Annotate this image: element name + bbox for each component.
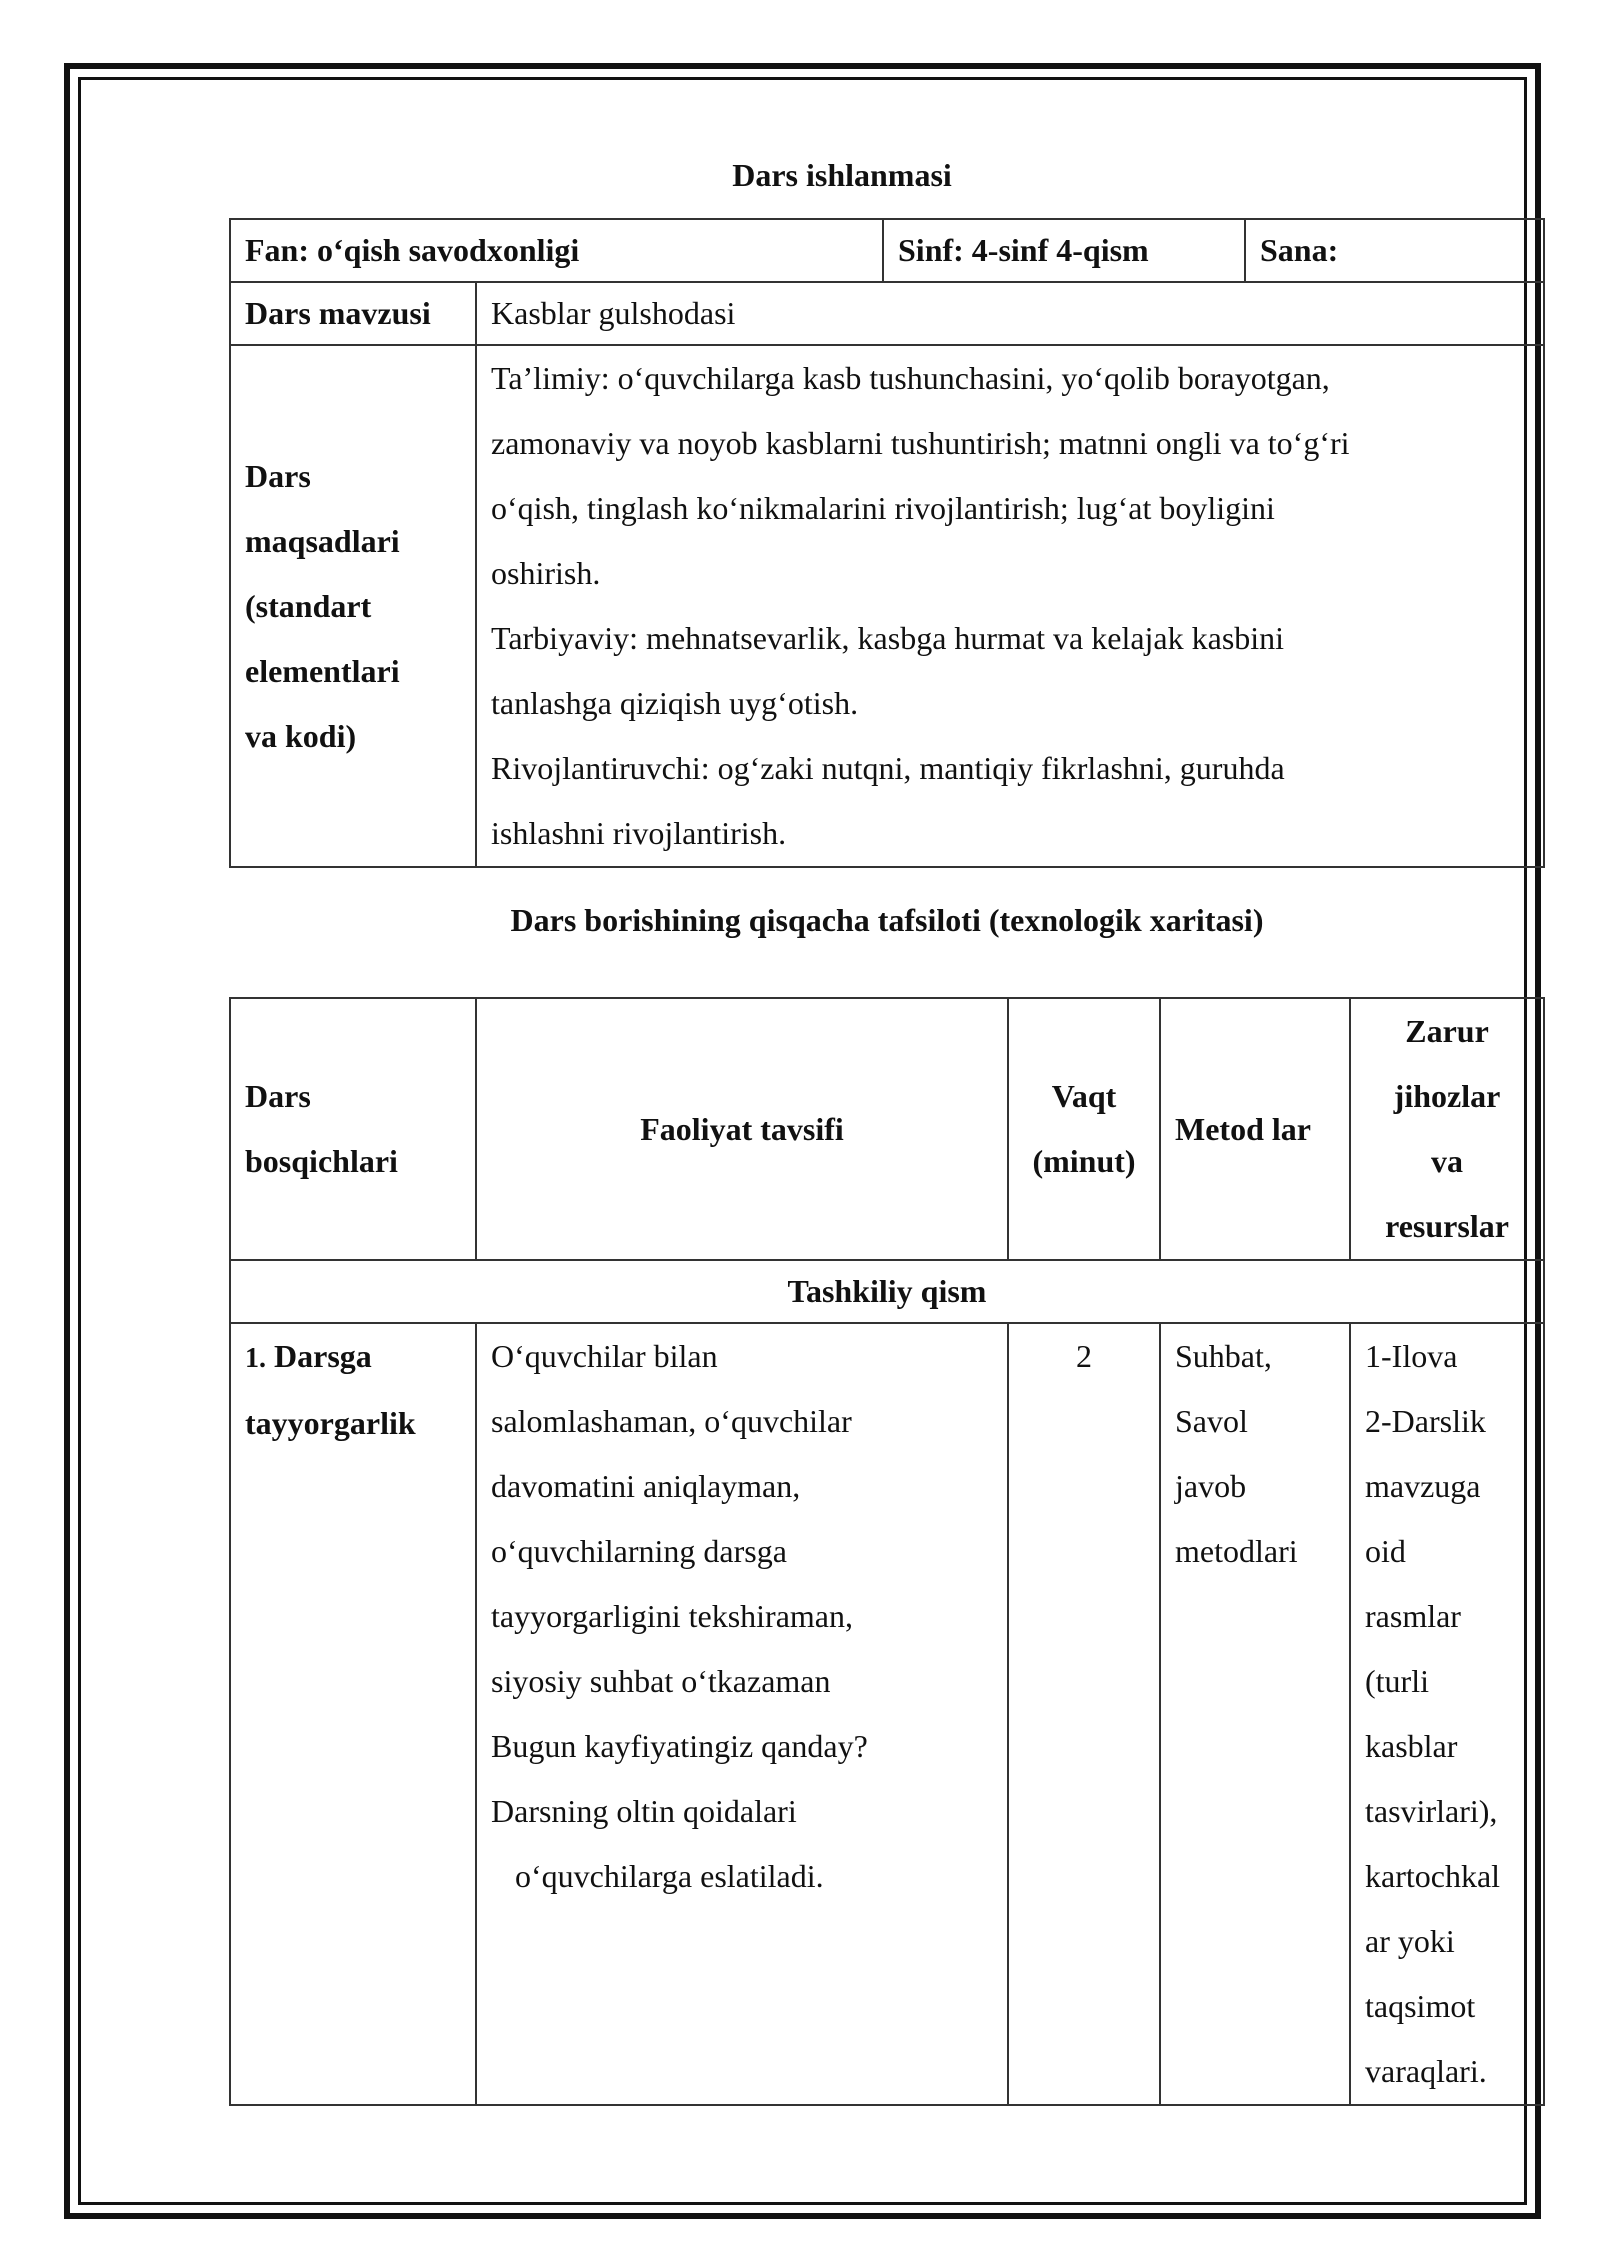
stage-line: tayyorgarlik (245, 1405, 416, 1441)
activity-line: Darsning oltin qoidalari (491, 1793, 797, 1829)
resource-line: (turli (1365, 1663, 1429, 1699)
goals-line: Tarbiyaviy: mehnatsevarlik, kasbga hurmat va kelajak kasbini (491, 620, 1285, 656)
goals-text (476, 345, 1544, 867)
info-row-header (230, 219, 1544, 282)
lesson-info-table (229, 218, 1545, 868)
resource-line: oid (1365, 1533, 1406, 1569)
goals-label-line: (standart (245, 587, 372, 624)
grade-cell (883, 219, 1245, 282)
resource-line: 1-Ilova (1365, 1338, 1458, 1374)
stage-title: Darsga (274, 1338, 372, 1374)
goals-label-line: maqsadlari (245, 522, 400, 559)
activity-line: o‘quvchilarga eslatiladi. (515, 1858, 824, 1894)
section-title: Tashkiliy qism (230, 1260, 1544, 1323)
activity-line: Bugun kayfiyatingiz qanday? (491, 1728, 868, 1764)
activity-line: siyosiy suhbat o‘tkazaman (491, 1663, 831, 1699)
resource-line: tasvirlari), (1365, 1793, 1498, 1829)
goals-line: oshirish. (491, 555, 601, 591)
activity-line: salomlashaman, o‘quvchilar (491, 1403, 852, 1439)
header-resources-line: Zarur (1405, 1013, 1489, 1049)
goals-line: o‘qish, tinglash ko‘nikmalarini rivojlantirish; lug‘at boyligini (491, 490, 1275, 526)
document-title: Dars ishlanmasi (732, 157, 952, 193)
resource-line: taqsimot (1365, 1988, 1476, 2024)
date-cell (1245, 219, 1544, 282)
activity-line: o‘quvchilarning darsga (491, 1533, 787, 1569)
resource-line: kartochkal (1365, 1858, 1501, 1894)
date-label: Sana: (1260, 232, 1339, 268)
goals-label-line: elementlari (245, 652, 400, 689)
resource-line: 2-Darslik (1365, 1403, 1486, 1439)
goals-line: tanlashga qiziqish uyg‘otish. (491, 685, 859, 721)
activity-cell (476, 1323, 1008, 2105)
topic-label: Dars mavzusi (230, 282, 476, 345)
plan-row-1 (230, 1323, 1544, 2105)
info-row-goals (230, 345, 1544, 867)
method-line: javob (1175, 1468, 1247, 1504)
activity-line: O‘quvchilar bilan (491, 1338, 718, 1374)
resource-line: mavzuga (1365, 1468, 1481, 1504)
activity-line: davomatini aniqlayman, (491, 1468, 801, 1504)
resources-cell (1350, 1323, 1544, 2105)
header-methods: Metod lar (1160, 998, 1350, 1260)
plan-title: Dars borishining qisqacha tafsiloti (texnologik xaritasi) (510, 902, 1264, 938)
header-resources-line: jihozlar (1393, 1078, 1501, 1114)
goals-line: Rivojlantiruvchi: og‘zaki nutqni, mantiqiy fikrlashni, guruhda (491, 750, 1285, 786)
header-stages-line: bosqichlari (245, 1143, 398, 1179)
goals-line: ishlashni rivojlantirish. (491, 815, 787, 851)
goals-label-line: Dars (245, 457, 311, 494)
goals-line: Ta’limiy: o‘quvchilarga kasb tushunchasini, yo‘qolib borayotgan, (491, 360, 1330, 396)
activity-line: tayyorgarligini tekshiraman, (491, 1598, 853, 1634)
method-line: metodlari (1175, 1533, 1298, 1569)
methods-cell (1160, 1323, 1350, 2105)
header-activity: Faoliyat tavsifi (476, 998, 1008, 1260)
info-row-topic (230, 282, 1544, 345)
header-resources-line: resurslar (1385, 1208, 1509, 1244)
section-row (230, 1260, 1544, 1323)
header-time (1008, 998, 1160, 1260)
stage-cell (230, 1323, 476, 2105)
resource-line: ar yoki (1365, 1923, 1455, 1959)
goals-line: zamonaviy va noyob kasblarni tushuntirish; matnni ongli va to‘g‘ri (491, 425, 1350, 461)
subject-text: Fan: o‘qish savodxonligi (245, 232, 580, 268)
stage-line (245, 1324, 461, 1391)
topic-value: Kasblar gulshodasi (476, 282, 1544, 345)
subject-cell (230, 219, 883, 282)
time-cell: 2 (1008, 1323, 1160, 2105)
plan-header-row (230, 998, 1544, 1260)
header-time-line: Vaqt (1051, 1078, 1117, 1114)
header-stages-line: Dars (245, 1078, 311, 1114)
goals-label (230, 345, 476, 867)
resource-line: varaqlari. (1365, 2053, 1487, 2089)
header-resources (1350, 998, 1544, 1260)
resource-line: rasmlar (1365, 1598, 1461, 1634)
header-stages (230, 998, 476, 1260)
header-time-line: (minut) (1032, 1143, 1136, 1179)
header-resources-line: va (1431, 1143, 1463, 1179)
resource-line: kasblar (1365, 1728, 1458, 1764)
lesson-plan-table (229, 997, 1545, 2106)
method-line: Savol (1175, 1403, 1248, 1439)
goals-label-line: va kodi) (245, 717, 357, 754)
grade-text: Sinf: 4-sinf 4-qism (898, 232, 1149, 268)
method-line: Suhbat, (1175, 1338, 1272, 1374)
stage-number: 1. (245, 1343, 266, 1374)
